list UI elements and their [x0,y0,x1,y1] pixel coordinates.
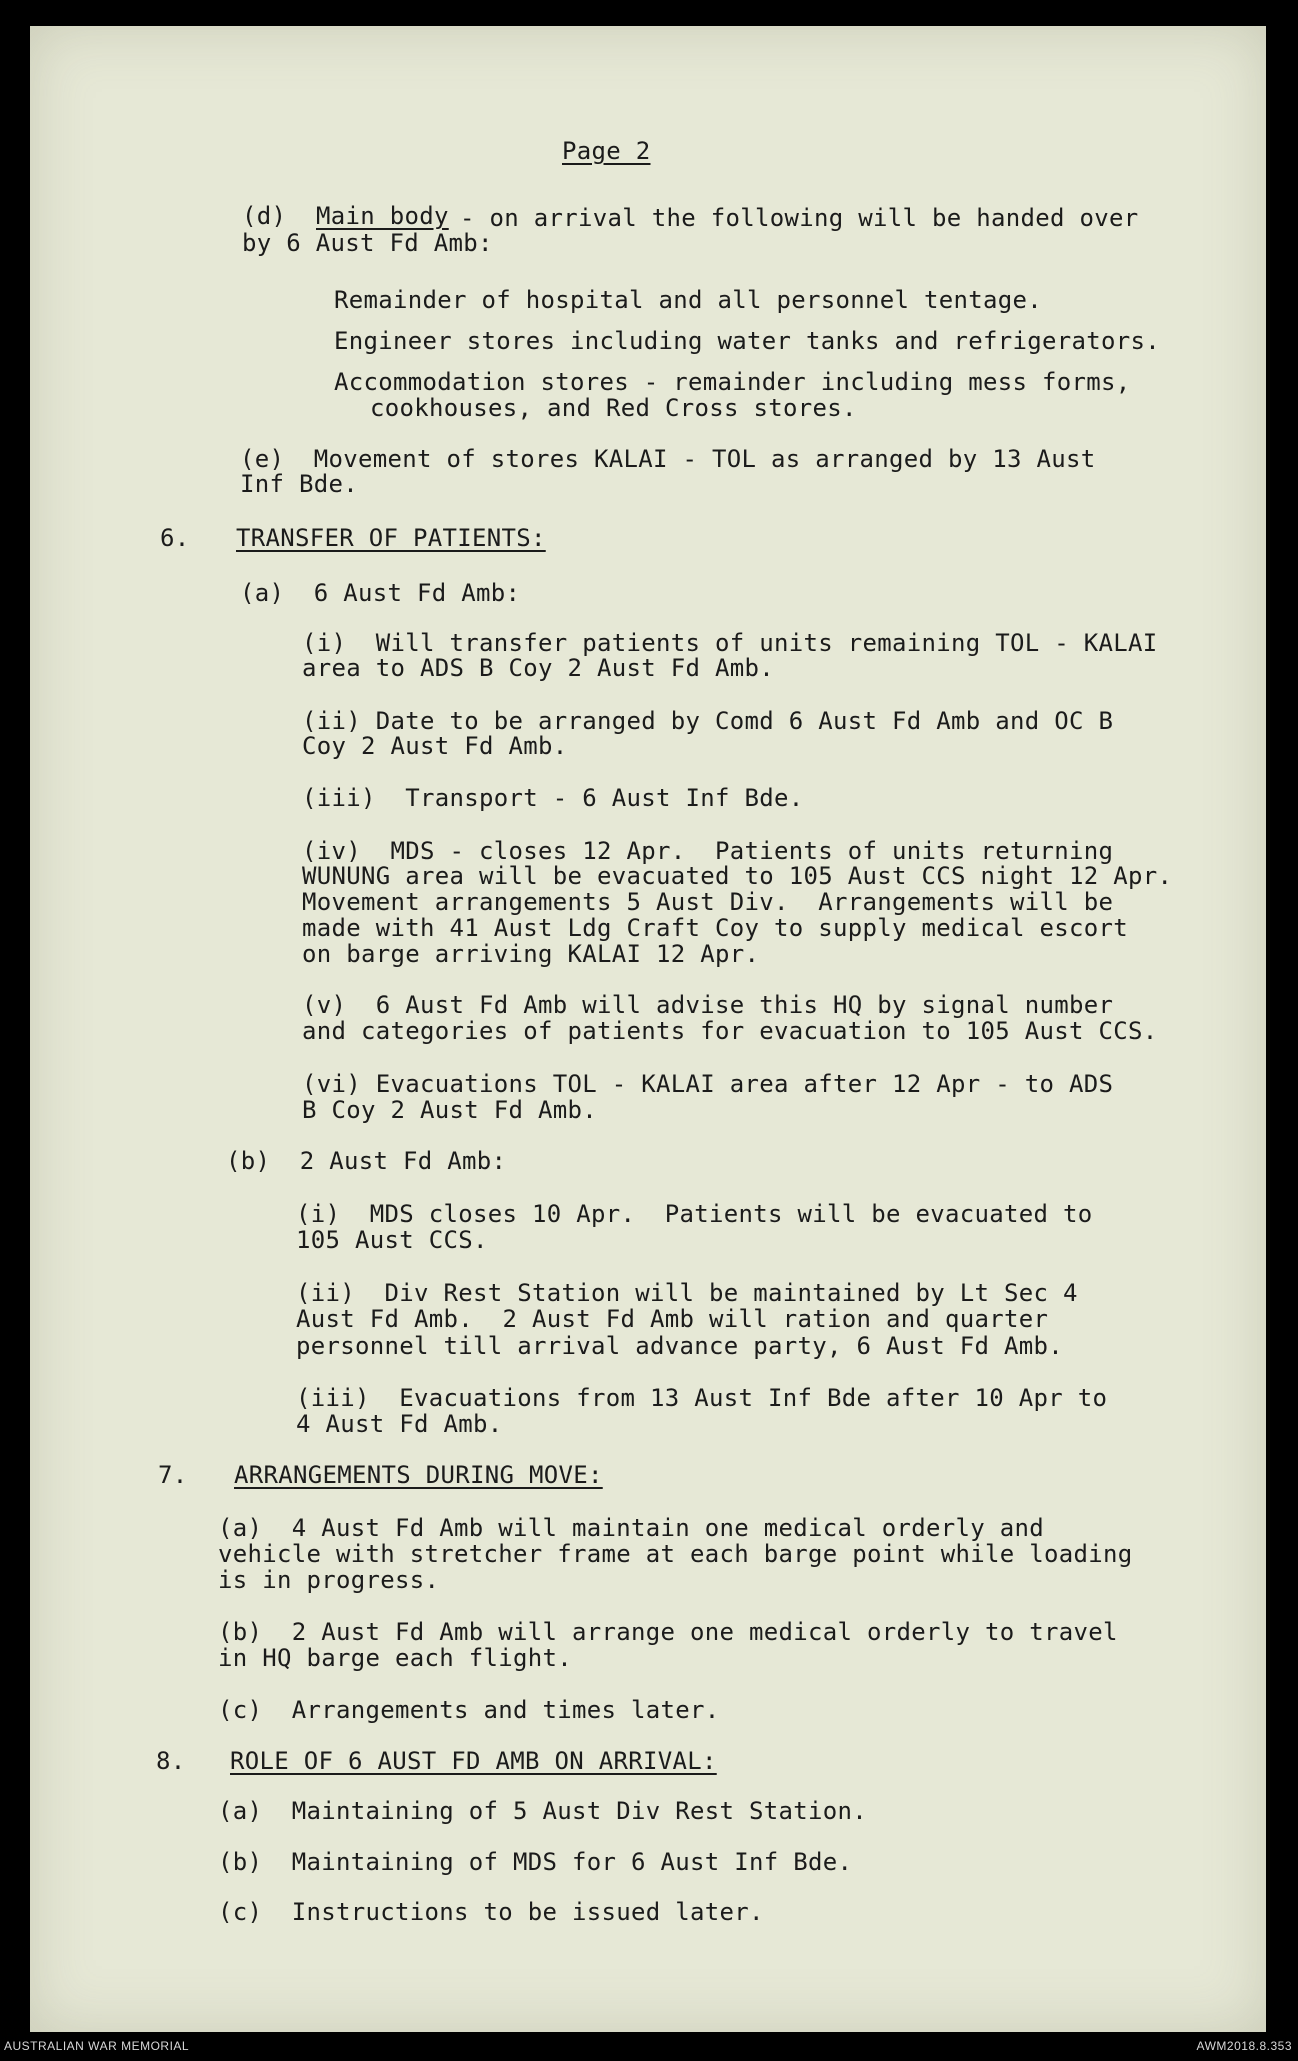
para6-a-line: area to ADS B Coy 2 Aust Fd Amb. [302,654,774,682]
para5-item: Accommodation stores - remainder including mess forms, [334,368,1131,396]
page-number: Page 2 [562,137,651,165]
para8-number: 8. [156,1747,186,1775]
para7-heading: ARRANGEMENTS DURING MOVE: [234,1461,603,1489]
para5-d-line1: - on arrival the following will be handed over [460,204,1139,232]
para8-heading: ROLE OF 6 AUST FD AMB ON ARRIVAL: [230,1747,717,1775]
para6-b-line: (iii) Evacuations from 13 Aust Inf Bde after 10 Apr to [296,1384,1108,1412]
para6-number: 6. [160,524,190,552]
para7-number: 7. [158,1461,188,1489]
para6-a-line: WUNUNG area will be evacuated to 105 Aust CCS night 12 Apr. [302,862,1173,890]
para6-a-line: on barge arriving KALAI 12 Apr. [302,940,760,968]
para6-a-heading: (a) 6 Aust Fd Amb: [240,579,521,607]
para6-a-line: B Coy 2 Aust Fd Amb. [302,1096,597,1124]
para5-d-line2: by 6 Aust Fd Amb: [242,229,493,257]
para7-line: (a) 4 Aust Fd Amb will maintain one medical orderly and [218,1514,1044,1542]
para6-a-line: (i) Will transfer patients of units remaining TOL - KALAI [302,629,1158,657]
para6-b-line: personnel till arrival advance party, 6 Aust Fd Amb. [296,1332,1063,1360]
para5-d-label: (d) [242,202,287,230]
para7-line: vehicle with stretcher frame at each barge point while loading [218,1540,1133,1568]
para5-item: Engineer stores including water tanks and refrigerators. [334,327,1160,355]
para6-b-line: 4 Aust Fd Amb. [296,1410,503,1438]
footer-accession-number: AWM2018.8.353 [1196,2039,1292,2053]
para6-heading: TRANSFER OF PATIENTS: [236,524,546,552]
para6-a-line: (ii) Date to be arranged by Comd 6 Aust Fd Amb and OC B [302,707,1114,735]
para6-a-line: (v) 6 Aust Fd Amb will advise this HQ by signal number [302,991,1114,1019]
para6-a-line: (vi) Evacuations TOL - KALAI area after 12 Apr - to ADS [302,1070,1114,1098]
para5-e-line2: Inf Bde. [240,470,358,498]
para6-b-line: 105 Aust CCS. [296,1226,488,1254]
para6-a-line: Movement arrangements 5 Aust Div. Arrangements will be [302,888,1114,916]
para7-line: (b) 2 Aust Fd Amb will arrange one medical orderly to travel [218,1618,1118,1646]
para8-line: (c) Instructions to be issued later. [218,1898,764,1926]
para6-b-line: (ii) Div Rest Station will be maintained by Lt Sec 4 [296,1279,1078,1307]
para7-line: in HQ barge each flight. [218,1644,572,1672]
para6-b-heading: (b) 2 Aust Fd Amb: [226,1147,507,1175]
para5-item: Remainder of hospital and all personnel tentage. [334,286,1042,314]
para6-b-line: Aust Fd Amb. 2 Aust Fd Amb will ration and quarter [296,1305,1049,1333]
para6-a-line: and categories of patients for evacuation to 105 Aust CCS. [302,1017,1158,1045]
para5-e-line1: (e) Movement of stores KALAI - TOL as arranged by 13 Aust [240,445,1096,473]
para6-a-line: (iv) MDS - closes 12 Apr. Patients of units returning [302,837,1114,865]
para5-item: cookhouses, and Red Cross stores. [370,394,857,422]
para6-a-line: made with 41 Aust Ldg Craft Coy to supply medical escort [302,914,1128,942]
para8-line: (b) Maintaining of MDS for 6 Aust Inf Bde. [218,1848,853,1876]
para8-line: (a) Maintaining of 5 Aust Div Rest Station. [218,1797,867,1825]
para6-a-line: Coy 2 Aust Fd Amb. [302,732,568,760]
footer-institution: AUSTRALIAN WAR MEMORIAL [4,2039,190,2053]
para7-line: is in progress. [218,1566,440,1594]
para6-a-line: (iii) Transport - 6 Aust Inf Bde. [302,784,804,812]
para6-b-line: (i) MDS closes 10 Apr. Patients will be evacuated to [296,1200,1093,1228]
para7-line: (c) Arrangements and times later. [218,1696,720,1724]
para5-d-heading: Main body [316,202,449,230]
